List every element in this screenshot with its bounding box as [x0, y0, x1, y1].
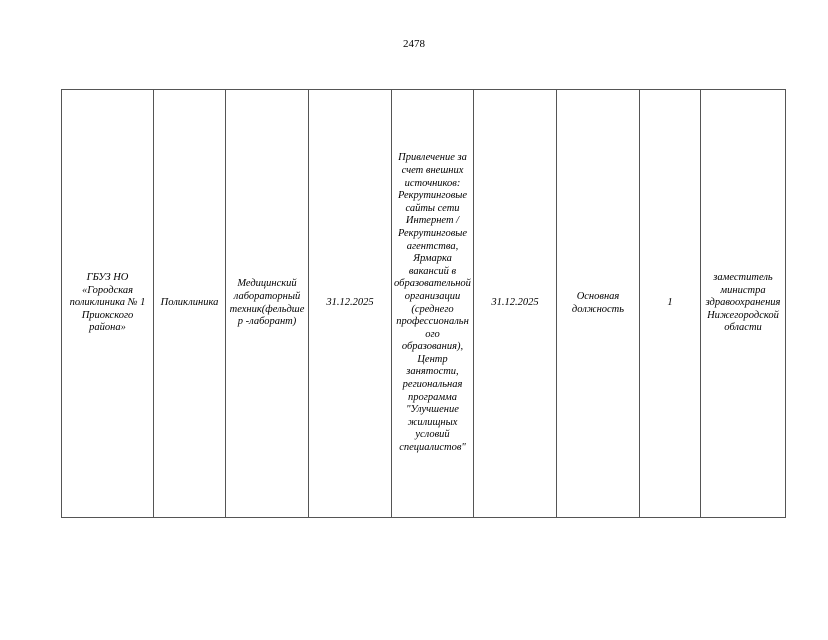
page-number: 2478: [403, 38, 425, 50]
position-cell: [226, 90, 309, 518]
unit-cell: [154, 90, 226, 518]
date2-text: 31.12.2025: [491, 297, 539, 309]
count-cell: [640, 90, 701, 518]
date1-text: 31.12.2025: [326, 297, 374, 309]
job-type-text: Основная должность: [571, 290, 625, 315]
vacancy-table: [61, 89, 786, 518]
position-text: Медицинский лабораторный техник(фельдшер -лаборант): [229, 278, 305, 328]
responsible-text: заместитель министра здравоохранения Нижегородской области: [705, 272, 781, 334]
date1-cell: [309, 90, 392, 518]
institution-text: ГБУЗ НО «Городская поликлиника № 1 Приокского района»: [69, 272, 146, 334]
table-row: [62, 90, 786, 518]
date2-cell: [474, 90, 557, 518]
job-type-cell: [557, 90, 640, 518]
unit-text: Поликлиника: [160, 297, 219, 309]
institution-cell: [62, 90, 154, 518]
sources-text: Привлечение за счет внешних источников: Рекрутинговые сайты сети Интернет / Рекрутинговые агентства, Ярмарка вакансий в образовательной организации (среднего профессионального образования), Центр занятости, региональная программа "Улучшение жилищных условий специалистов": [394, 152, 471, 454]
count-text: 1: [667, 297, 673, 309]
sources-cell: [392, 90, 474, 518]
responsible-cell: [701, 90, 786, 518]
